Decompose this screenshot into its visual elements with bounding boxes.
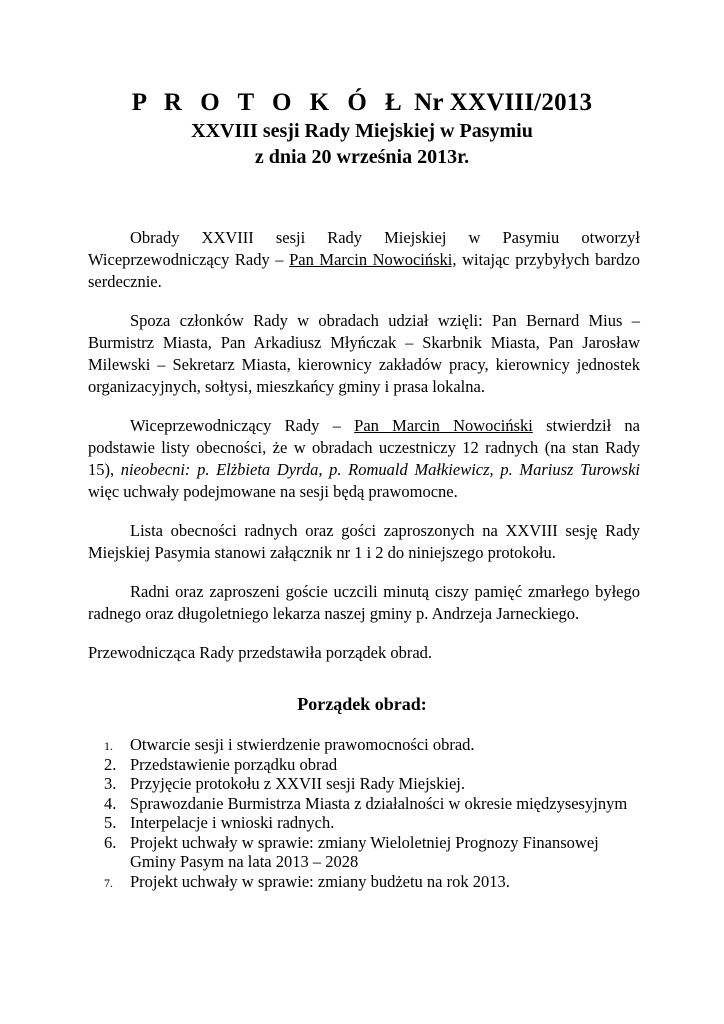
agenda-item-number: 3. [104,774,117,793]
agenda-list [100,735,640,891]
paragraph-attendance: Lista obecności radnych oraz gości zaproszonych na XXVIII sesję Rady Miejskiej Pasymia stanowi załącznik nr 1 i 2 do niniejszego protokołu. [88,521,640,562]
paragraph-text: Wiceprzewodniczący Rady – [130,416,355,435]
agenda-item [100,735,640,755]
agenda-item-text: Projekt uchwały w sprawie: zmiany budżetu na rok 2013. [130,871,510,891]
document-title [0,88,724,118]
chairman-name: Pan Marcin Nowociński, [289,250,457,269]
chairman-name: Pan Marcin Nowociński [354,416,533,435]
agenda-item-number: 2. [104,754,117,774]
agenda-item [100,813,640,833]
agenda-item [100,755,640,775]
paragraph-guests: Spoza członków Rady w obradach udział wzięli: Pan Bernard Mius – Burmistrz Miasta, Pan Arkadiusz Młyńczak – Skarbnik Miasta, Pan Jarosław Milewski – Sekretarz Miasta, kierownicy zakładów pracy, kierownicy jednostek organizacyjnych, sołtysi, mieszkańcy gminy i prasa lokalna. [88,311,640,396]
agenda-item-text: Projekt uchwały w sprawie: zmiany Wieloletniej Prognozy Finansowej Gminy Pasym na lata 2013 – 2028 [130,832,599,871]
agenda-item-text: Sprawozdanie Burmistrza Miasta z działalności w okresie międzysesyjnym [130,793,628,813]
paragraph-text: Obrady XXVIII sesji Rady Miejskiej w Pasymiu otworzył Wiceprzewodniczący Rady – [88,228,640,269]
agenda-item-number: 4. [104,793,117,813]
agenda-item-text: Przyjęcie protokołu z XXVII sesji Rady Miejskiej. [130,774,465,793]
paragraph-agenda-intro: Przewodnicząca Rady przedstawiła porządek obrad. [88,643,433,662]
title-number: Nr XXVIII/2013 [407,89,593,116]
agenda-item-number: 7. [104,875,113,890]
agenda-item-number: 6. [104,832,117,852]
paragraph-quorum [88,415,640,503]
paragraph-minute-silence: Radni oraz zaproszeni goście uczcili minutą ciszy pamięć zmarłego byłego radnego oraz długoletniego lekarza naszej gminy p. Andrzeja Jarneckiego. [88,582,640,623]
session-date: z dnia 20 września 2013r. [254,146,470,168]
title-protokol: P R O T O K Ó Ł [131,89,408,116]
paragraph-text: stwierdził na podstawie listy obecności, że w obradach uczestniczy 12 radnych (na stan Rady 15), [88,416,640,479]
agenda-item [100,833,640,872]
paragraph-text: więc uchwały podejmowane na sesji będą prawomocne. [88,482,458,501]
agenda-item-number: 5. [104,813,117,832]
agenda-item [100,794,640,814]
document-body [88,227,640,681]
absent-list: nieobecni: p. Elżbieta Dyrda, p. Romuald Małkiewicz, p. Mariusz Turowski [120,460,641,479]
agenda-heading: Porządek obrad: [297,694,427,714]
paragraph-text: witając przybyłych bardzo serdecznie. [88,250,640,291]
title-block [0,88,724,170]
agenda-item [100,872,640,892]
agenda-item-text: Interpelacje i wnioski radnych. [130,813,335,832]
agenda-item-text: Przedstawienie porządku obrad [130,754,338,774]
paragraph-opening [88,227,640,293]
agenda-item [100,774,640,794]
agenda-item-number: 1. [104,739,113,753]
session-subtitle: XXVIII sesji Rady Miejskiej w Pasymiu [191,120,533,142]
agenda-item-text: Otwarcie sesji i stwierdzenie prawomocności obrad. [130,735,475,754]
